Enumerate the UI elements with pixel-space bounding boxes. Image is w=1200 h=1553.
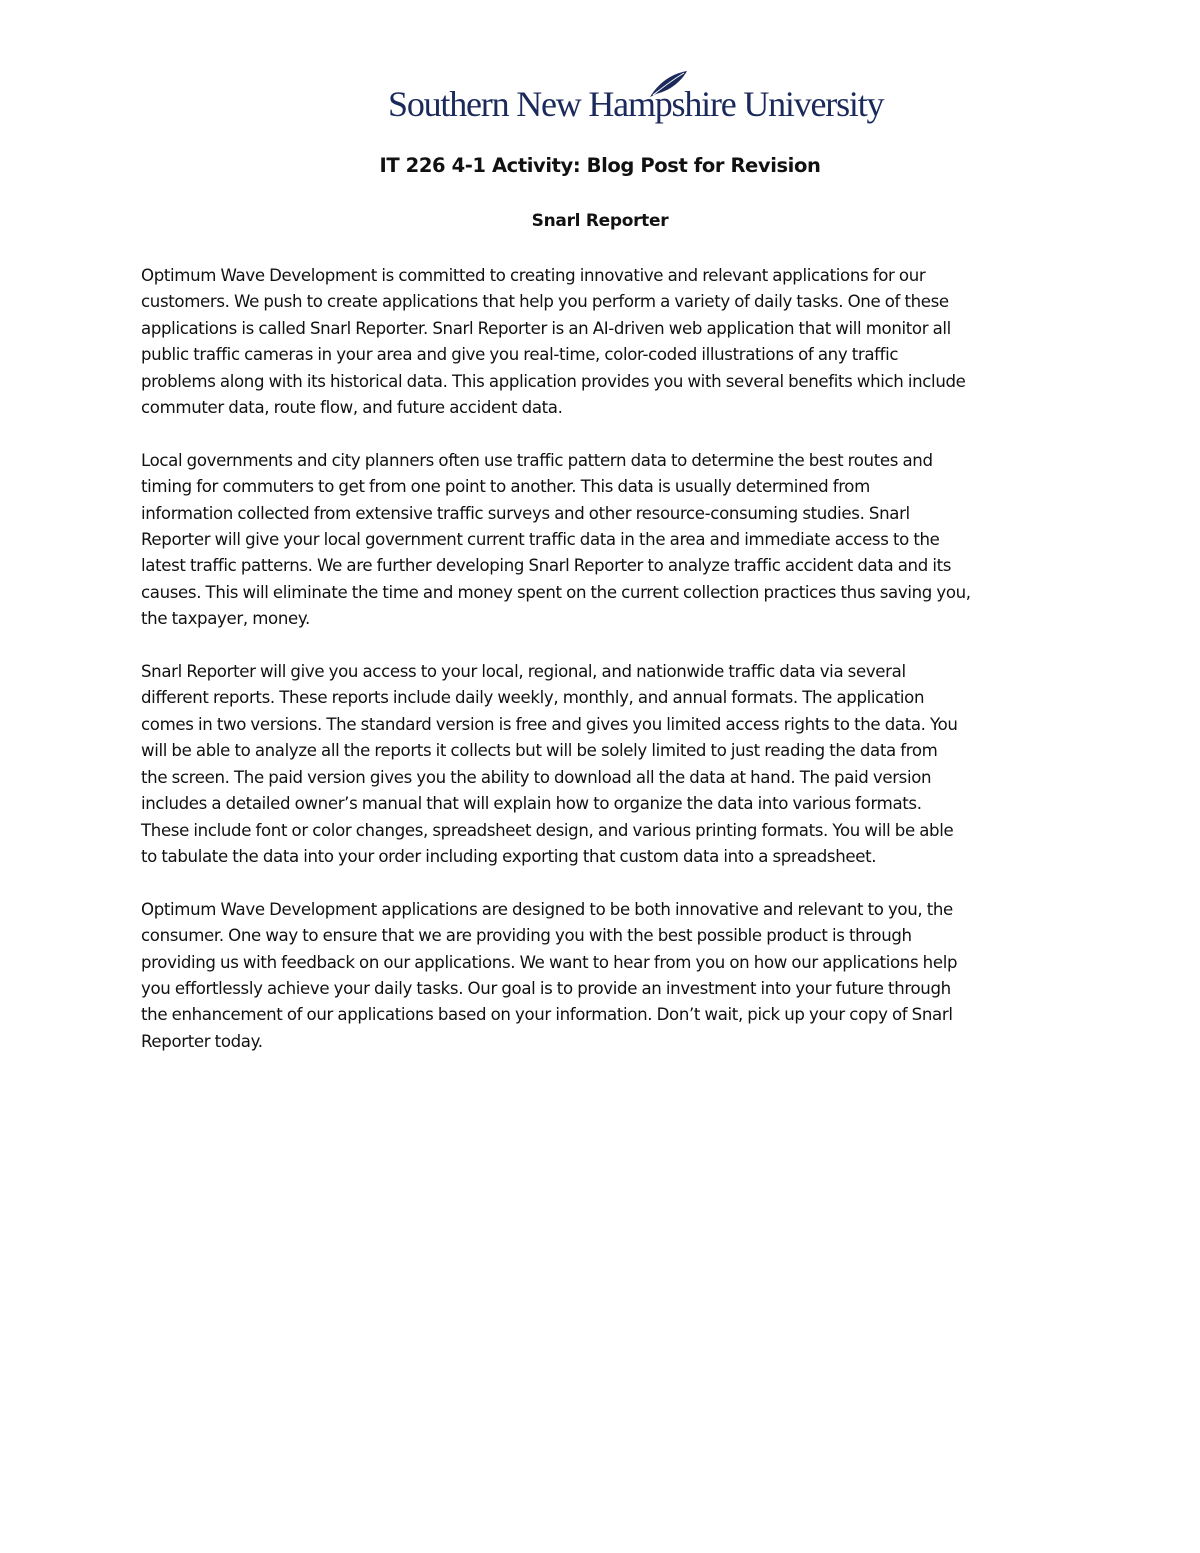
text-line: commuter data, route flow, and future accident data. <box>141 398 563 418</box>
paragraph-2 <box>141 448 1071 633</box>
text-line: the screen. The paid version gives you the ability to download all the data at hand. The paid version <box>141 767 932 787</box>
document-title: IT 226 4-1 Activity: Blog Post for Revision <box>379 154 821 177</box>
text-line: causes. This will eliminate the time and money spent on the current collection practices thus saving you, <box>141 582 971 602</box>
text-line: customers. We push to create applications that help you perform a variety of daily tasks. One of these <box>141 292 949 312</box>
text-line: information collected from extensive traffic surveys and other resource-consuming studies. Snarl <box>141 503 910 523</box>
logo-wordmark: Southern New Hampshire University <box>388 84 884 124</box>
text-line: the enhancement of our applications based on your information. Don’t wait, pick up your copy of Snarl <box>141 1005 953 1025</box>
paragraph-3 <box>141 659 1071 870</box>
text-line: timing for commuters to get from one point to another. This data is usually determined from <box>141 477 870 497</box>
text-line: problems along with its historical data. This application provides you with several benefits which include <box>141 371 966 391</box>
text-line: public traffic cameras in your area and give you real-time, color-coded illustrations of any traffic <box>141 345 899 365</box>
text-line: Optimum Wave Development applications are designed to be both innovative and relevant to you, the <box>141 899 953 919</box>
text-line: These include font or color changes, spreadsheet design, and various printing formats. You will be able <box>141 820 954 840</box>
text-line: providing us with feedback on our applications. We want to hear from you on how our applications help <box>141 952 958 972</box>
text-line: Optimum Wave Development is committed to creating innovative and relevant applications for our <box>141 266 926 285</box>
text-line: latest traffic patterns. We are further developing Snarl Reporter to analyze traffic accident data and its <box>141 556 952 576</box>
paragraph-1 <box>141 263 1071 421</box>
document-subtitle: Snarl Reporter <box>531 211 669 231</box>
text-line: Snarl Reporter will give you access to your local, regional, and nationwide traffic data via several <box>141 662 906 682</box>
text-line: Reporter will give your local government current traffic data in the area and immediate access to the <box>141 530 940 550</box>
text-line: Local governments and city planners often use traffic pattern data to determine the best routes and <box>141 450 933 470</box>
text-line: applications is called Snarl Reporter. Snarl Reporter is an AI-driven web application that will monitor all <box>141 318 951 338</box>
text-line: includes a detailed owner’s manual that will explain how to organize the data into various formats. <box>141 794 922 814</box>
paragraph-4 <box>141 897 1071 1055</box>
text-line: the taxpayer, money. <box>141 609 310 629</box>
text-line: you effortlessly achieve your daily tasks. Our goal is to provide an investment into your future through <box>141 978 951 998</box>
university-logo <box>388 70 884 136</box>
text-line: consumer. One way to ensure that we are providing you with the best possible product is through <box>141 926 912 946</box>
text-line: Reporter today. <box>141 1031 263 1051</box>
text-line: to tabulate the data into your order including exporting that custom data into a spreadsheet. <box>141 846 877 866</box>
document-body <box>141 263 1071 1082</box>
text-line: different reports. These reports include daily weekly, monthly, and annual formats. The application <box>141 688 925 708</box>
text-line: comes in two versions. The standard version is free and gives you limited access rights to the data. You <box>141 714 958 734</box>
text-line: will be able to analyze all the reports it collects but will be solely limited to just reading the data from <box>141 741 938 761</box>
